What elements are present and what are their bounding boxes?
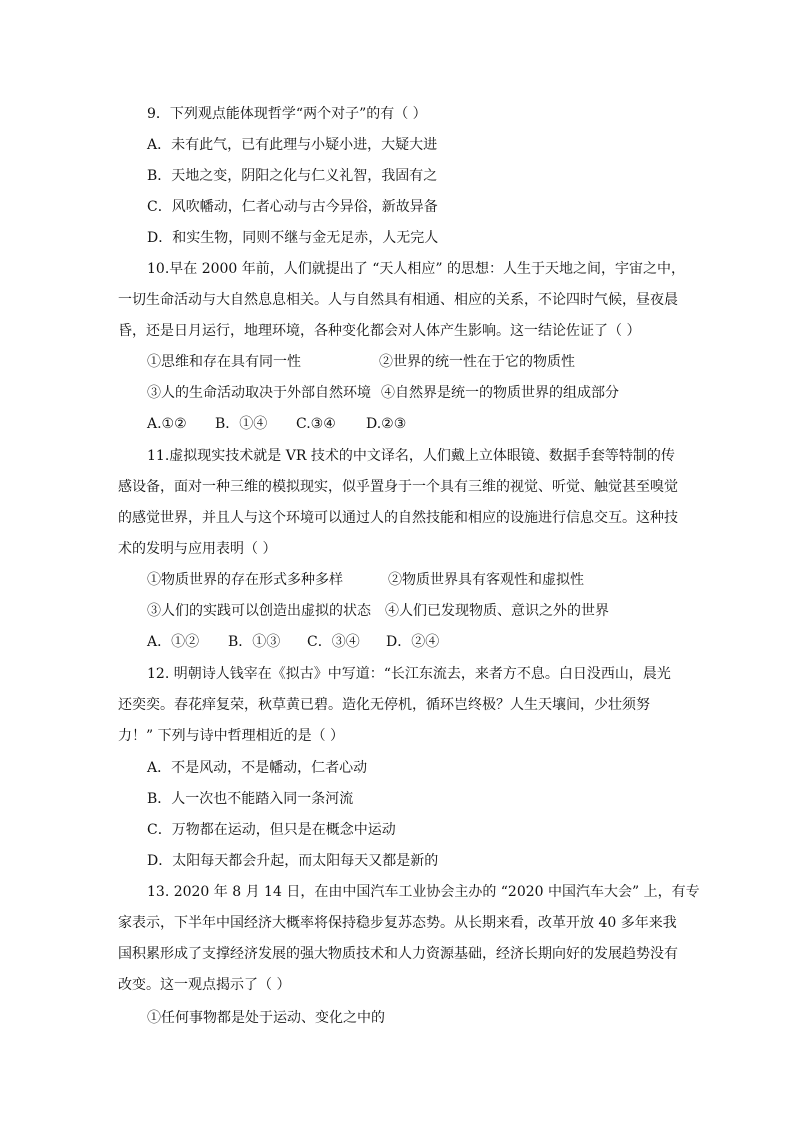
q13-stem-line-2: 家表示，下半年中国经济大概率将保持稳步复苏态势。从长期来看，改革开放 40 多年来我 [118, 915, 677, 931]
q11-item-3: ③人们的实践可以创造出虚拟的状态 [147, 603, 371, 619]
q10-stem-line-3: 昏，还是日月运行，地理环境，各种变化都会对人体产生影响。这一结论佐证了（ ） [118, 323, 641, 339]
q11-item-1: ①物质世界的存在形式多种多样 [147, 572, 343, 588]
q9-option-d: D．和实生物，同则不继与金无足赤，人无完人 [147, 230, 439, 246]
q10-choice-b: B．①④ [215, 416, 268, 432]
q11-choice-b: B．①③ [228, 634, 281, 650]
q12-stem-line-2: 还奕奕。春花痒复荣，秋草黄已碧。造化无停机，循环岂终极？人生天壤间，少壮须努 [118, 697, 650, 713]
q13-stem-line-3: 国积累形成了支撑经济发展的强大物质技术和人力资源基础，经济长期向好的发展趋势没有 [118, 946, 678, 962]
q11-stem-line-4: 术的发明与应用表明（ ） [118, 541, 277, 557]
q10-stem-line-1: 10.早在 2000 年前，人们就提出了 “天人相应” 的思想：人生于天地之间，宇宙之中， [147, 261, 686, 277]
q12-stem-line-1: 12. 明朝诗人钱宰在《拟古》中写道：“长江东流去，来者方不息。白日没西山，晨光 [147, 666, 671, 682]
q10-stem-line-2: 一切生命活动与大自然息息相关。人与自然具有相通、相应的关系，不论四时气候，昼夜晨 [118, 292, 678, 308]
q10-choice-a: A.①② [147, 416, 187, 432]
q13-stem-line-1: 13. 2020 年 8 月 14 日，在由中国汽车工业协会主办的 “2020 中国汽车大会” 上，有专 [147, 884, 700, 900]
q11-choice-d: D．②④ [386, 634, 440, 650]
q9-option-a: A．未有此气，已有此理与小疑小进，大疑大进 [147, 137, 438, 153]
q10-choice-c: C.③④ [296, 416, 336, 432]
q11-stem-line-3: 的感觉世界，并且人与这个环境可以通过人的自然技能和相应的设施进行信息交互。这种技 [118, 510, 678, 526]
q13-stem-line-4: 改变。这一观点揭示了（ ） [118, 977, 291, 993]
q12-option-b: B．人一次也不能踏入同一条河流 [147, 791, 354, 807]
q13-item-1: ①任何事物都是处于运动、变化之中的 [147, 1010, 385, 1026]
q12-stem-line-3: 力！” 下列与诗中哲理相近的是（ ） [118, 728, 345, 744]
q12-option-d: D．太阳每天都会升起，而太阳每天又都是新的 [147, 853, 439, 869]
q10-item-1: ①思维和存在具有同一性 [147, 354, 301, 370]
q11-stem-line-1: 11.虚拟现实技术就是 VR 技术的中文译名，人们戴上立体眼镜、数据手套等特制的传 [147, 448, 675, 464]
q10-item-4: ④自然界是统一的物质世界的组成部分 [381, 385, 619, 401]
q10-choice-d: D.②③ [366, 416, 407, 432]
q11-item-4: ④人们已发现物质、意识之外的世界 [385, 603, 609, 619]
q11-item-2: ②物质世界具有客观性和虚拟性 [388, 572, 584, 588]
q10-item-2: ②世界的统一性在于它的物质性 [379, 354, 575, 370]
q9-stem: 9．下列观点能体现哲学“两个对子”的有（ ） [147, 106, 427, 122]
q11-stem-line-2: 感设备，面对一种三维的模拟现实，似乎置身于一个具有三维的视觉、听觉、触觉甚至嗅觉 [118, 479, 678, 495]
q12-option-a: A．不是风动，不是幡动，仁者心动 [147, 760, 368, 776]
q10-item-3: ③人的生命活动取决于外部自然环境 [147, 385, 371, 401]
q9-option-c: C．风吹幡动，仁者心动与古今异俗，新故异备 [147, 199, 438, 215]
q11-choice-c: C．③④ [307, 634, 360, 650]
q11-choice-a: A．①② [147, 634, 200, 650]
q9-option-b: B．天地之变，阴阳之化与仁义礼智，我固有之 [147, 168, 438, 184]
q12-option-c: C．万物都在运动，但只是在概念中运动 [147, 822, 396, 838]
